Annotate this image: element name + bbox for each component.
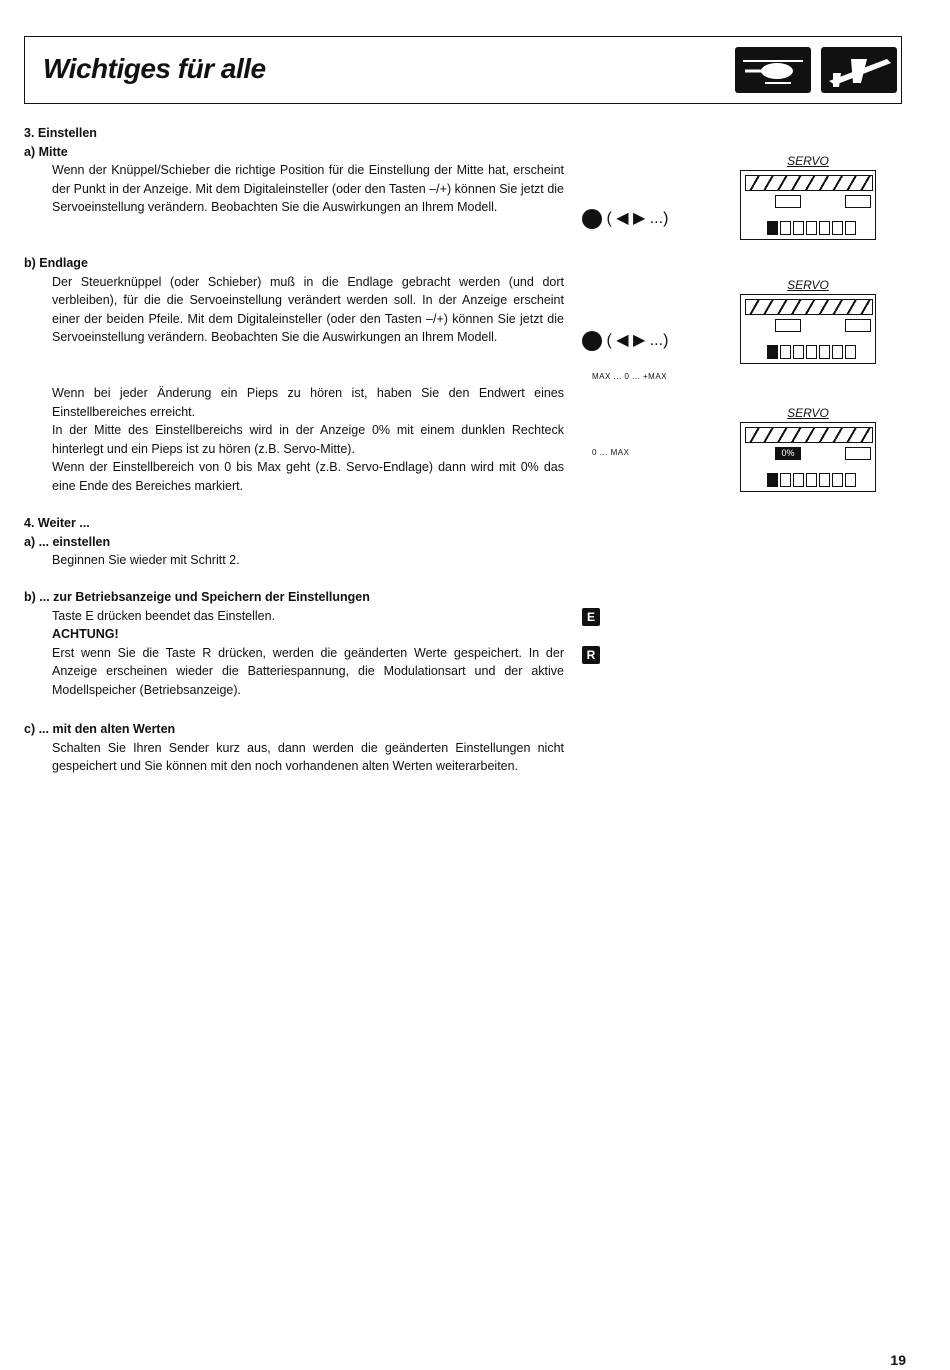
lcd-title: SERVO — [787, 154, 829, 168]
key-r-icon: R — [582, 646, 600, 664]
lcd-percent: 0% — [775, 447, 801, 460]
section-3b-title: b) Endlage — [24, 256, 88, 270]
section-4a-title: a) ... einstellen — [24, 534, 111, 549]
section-4c-title: c) ... mit den alten Werten — [24, 722, 176, 736]
section-4b-text-2: Erst wenn Sie die Taste R drücken, werden die geänderten Werte gespeichert. In der Anzeige erscheinen wieder die Batteriespannung, die Modulationsart und der aktive Modellspeicher (Betriebsanzeige). — [52, 645, 564, 697]
arrow-keys-icon: ( ◀ ▶ — [606, 210, 650, 227]
lcd-display-1 — [740, 154, 876, 240]
lcd-title: SERVO — [787, 406, 829, 420]
page-number: 19 — [890, 1352, 906, 1368]
section-4b-text-1: Taste E drücken beendet das Einstellen. — [52, 608, 276, 623]
digital-adjuster-row-a: ( ◀ ▶ ...) — [582, 208, 668, 229]
section-4c-text: Schalten Sie Ihren Sender kurz aus, dann werden die geänderten Einstellungen nicht gespeichert und Sie können mit den noch vorhandenen alten Werten weiterarbeiten. — [52, 740, 564, 773]
lcd-display-2 — [740, 278, 876, 364]
dial-icon — [582, 331, 602, 351]
page-title: Wichtiges für alle — [43, 53, 266, 84]
section-3a-title: a) Mitte — [24, 144, 68, 159]
key-e-icon: E — [582, 608, 600, 626]
arrow-keys-icon: ( ◀ ▶ — [606, 332, 650, 349]
beep-text-2: In der Mitte des Einstellbereichs wird in der Anzeige 0% mit einem dunklen Rechteck hinterlegt und ein Pieps ist zu hören (z.B. Servo-Mitte). — [52, 423, 564, 456]
warning-label: ACHTUNG! — [52, 627, 119, 641]
beep-text-1: Wenn bei jeder Änderung ein Pieps zu hören ist, haben Sie den Endwert eines Einstellbereiches erreicht. — [52, 386, 564, 419]
section-3b-text: Der Steuerknüppel (oder Schieber) muß in die Endlage gebracht werden (und dort verbleiben), für die die Servoeinstellung verändert werden soll. In der Anzeige erscheint einer der beiden Pfeile. Mit dem Digitaleinsteller (oder den Tasten –/+) können Sie jetzt die Servoeinstellung verändern. Beobachten Sie die Auswirkungen an Ihrem Modell. — [52, 274, 564, 344]
page-header — [24, 36, 902, 104]
section-4-title: 4. Weiter ... — [24, 516, 90, 530]
lcd-display-3 — [740, 406, 876, 492]
section-4a-text: Beginnen Sie wieder mit Schritt 2. — [52, 553, 240, 567]
range-label-1: MAX ... 0 ... +MAX — [592, 372, 668, 381]
section-3-title: 3. Einstellen — [24, 126, 97, 140]
dial-icon — [582, 209, 602, 229]
airplane-icon — [821, 47, 897, 93]
range-label-2: 0 ... MAX — [592, 448, 630, 457]
section-3a-text: Wenn der Knüppel/Schieber die richtige Position für die Einstellung der Mitte hat, erscheint der Punkt in der Anzeige. Mit dem Digitaleinsteller (oder den Tasten –/+) können Sie jetzt die Servoeinstellung verändern. Beobachten Sie die Auswirkungen an Ihrem Modell. — [52, 163, 564, 214]
beep-text-3: Wenn der Einstellbereich von 0 bis Max geht (z.B. Servo-Endlage) dann wird mit 0% das eine Ende des Bereiches markiert. — [52, 460, 564, 493]
digital-adjuster-row-b: ( ◀ ▶ ...) — [582, 330, 668, 351]
section-4b-title: b) ... zur Betriebsanzeige und Speichern der Einstellungen — [24, 590, 370, 604]
helicopter-icon — [735, 47, 811, 93]
lcd-title: SERVO — [787, 278, 829, 292]
